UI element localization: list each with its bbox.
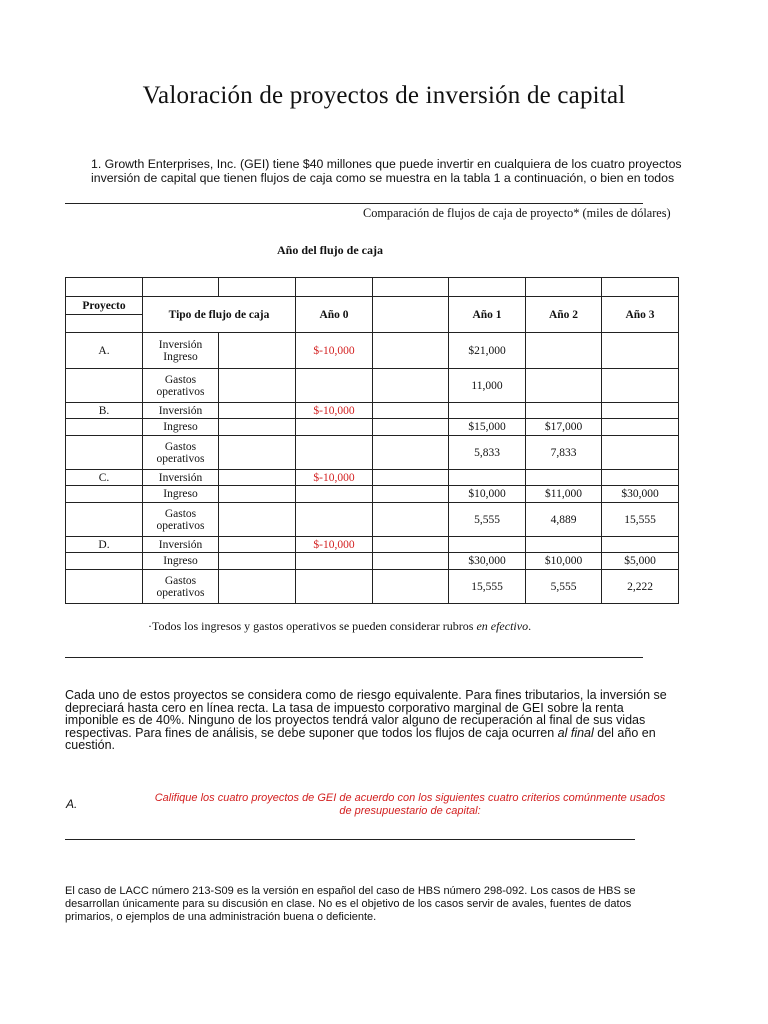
cell-blank: [373, 369, 449, 403]
cell-blank: [373, 537, 449, 553]
cell-year-3: 2,222: [602, 570, 679, 604]
cell-year-2: 5,555: [526, 570, 602, 604]
table-row: [66, 570, 679, 604]
case-note: El caso de LACC número 213-S09 es la versión en español del caso de HBS número 298-092. Los casos de HBS se desarrollan únicamente para su discusión en clase. No es el objetivo de los casos servir de avales, fuentes de datos primarios, o ejemplos de una administración buena o deficiente.: [65, 885, 636, 924]
cell-year-0: $-10,000: [296, 470, 373, 486]
cell-year-3: [602, 333, 679, 369]
cell-year-2: [526, 537, 602, 553]
cell-year-3: $30,000: [602, 486, 679, 503]
cell-blank: [219, 537, 296, 553]
cell-blank: [373, 486, 449, 503]
cell-year-0: [296, 570, 373, 604]
cell-year-1: [449, 470, 526, 486]
cell-blank: [373, 436, 449, 470]
cell-project: [66, 436, 143, 470]
cell-blank: [219, 369, 296, 403]
cell-year-2: [526, 470, 602, 486]
divider-bottom: [65, 839, 635, 840]
cell-project: [66, 419, 143, 436]
cell-year-0: $-10,000: [296, 537, 373, 553]
cell-blank: [373, 503, 449, 537]
cell-flow-type: Ingreso: [143, 553, 219, 570]
cell-blank: [219, 333, 296, 369]
cell-year-3: [602, 419, 679, 436]
assumptions-paragraph: Cada uno de estos proyectos se considera como de riesgo equivalente. Para fines tributarios, la inversión se depreciará hasta cero en línea recta. La tasa de impuesto corporativo marginal de GEI sobre la renta imponible es de 40%. Ninguno de los proyectos tendrá valor alguno de recuperación al final de sus vidas respectivas. Para fines de análisis, se debe suponer que todos los flujos de caja ocurren al final del año en cuestión.: [65, 688, 667, 753]
cell-year-0: [296, 486, 373, 503]
cell-blank: [219, 470, 296, 486]
table-row: [66, 470, 679, 486]
cell-year-2: [526, 369, 602, 403]
question-instruction: Califique los cuatro proyectos de GEI de acuerdo con los siguientes cuatro criterios comúnmente usados de presupuestario de capital:: [154, 792, 666, 817]
table-row: [66, 369, 679, 403]
cell-year-1: 11,000: [449, 369, 526, 403]
table-row: [66, 553, 679, 570]
cell-year-0: [296, 419, 373, 436]
cell-blank: [219, 403, 296, 419]
header-project: Proyecto: [66, 297, 143, 315]
cell-blank: [219, 553, 296, 570]
header-flow-type: Tipo de flujo de caja: [143, 297, 296, 333]
cell-year-2: $17,000: [526, 419, 602, 436]
header-year-3: Año 3: [602, 297, 679, 333]
divider-top: [65, 203, 643, 204]
cell-year-1: 5,555: [449, 503, 526, 537]
cash-flow-table: [65, 277, 679, 604]
cell-project: [66, 503, 143, 537]
cell-blank: [373, 553, 449, 570]
page-title: Valoración de proyectos de inversión de capital: [142, 82, 626, 109]
cell-year-1: $15,000: [449, 419, 526, 436]
question-label: A.: [66, 797, 78, 811]
cell-year-1: $30,000: [449, 553, 526, 570]
cell-flow-type: Gastos operativos: [143, 503, 219, 537]
table-row: [66, 503, 679, 537]
table-row: [66, 486, 679, 503]
cell-blank: [219, 486, 296, 503]
table-footnote: ·Todos los ingresos y gastos operativos se pueden considerar rubros en efectivo.: [148, 619, 532, 633]
cell-blank: [219, 436, 296, 470]
cell-year-0: [296, 503, 373, 537]
cell-year-2: 7,833: [526, 436, 602, 470]
cell-year-1: 15,555: [449, 570, 526, 604]
cell-year-1: $21,000: [449, 333, 526, 369]
cell-year-3: 15,555: [602, 503, 679, 537]
cell-year-3: [602, 403, 679, 419]
cell-year-0: $-10,000: [296, 333, 373, 369]
divider-middle: [65, 657, 643, 658]
cell-blank: [219, 503, 296, 537]
cell-flow-type: Inversión: [143, 403, 219, 419]
cell-year-3: [602, 537, 679, 553]
cell-year-3: [602, 369, 679, 403]
intro-paragraph: [91, 158, 768, 185]
cell-project: D.: [66, 537, 143, 553]
cell-blank: [373, 470, 449, 486]
cell-year-1: [449, 537, 526, 553]
cell-project: A.: [66, 333, 143, 369]
cell-year-2: [526, 403, 602, 419]
cell-year-2: $10,000: [526, 553, 602, 570]
cell-flow-type: Gastos operativos: [143, 369, 219, 403]
cell-blank: [373, 419, 449, 436]
cell-year-2: [526, 333, 602, 369]
cell-year-2: 4,889: [526, 503, 602, 537]
cell-blank: [219, 570, 296, 604]
table-spacer-row: [66, 278, 679, 297]
cell-year-3: $5,000: [602, 553, 679, 570]
table-row: [66, 403, 679, 419]
table-row: [66, 436, 679, 470]
table-header-row: [66, 297, 679, 315]
header-year-1: Año 1: [449, 297, 526, 333]
cell-project: [66, 553, 143, 570]
table-caption: Comparación de flujos de caja de proyecto* (miles de dólares): [363, 206, 671, 220]
cell-flow-type: Inversión: [143, 537, 219, 553]
cell-flow-type: Gastos operativos: [143, 436, 219, 470]
year-header: Año del flujo de caja: [277, 243, 383, 257]
cell-blank: [373, 333, 449, 369]
cell-flow-type: Ingreso: [143, 486, 219, 503]
cell-flow-type: Gastos operativos: [143, 570, 219, 604]
header-year-0: Año 0: [296, 297, 373, 333]
cell-year-0: [296, 553, 373, 570]
cell-project: [66, 369, 143, 403]
cell-project: [66, 486, 143, 503]
table-row: [66, 419, 679, 436]
cell-project: C.: [66, 470, 143, 486]
intro-line-2: inversión de capital que tienen flujos de caja como se muestra en la tabla 1 a continuación, o bien en todos: [91, 170, 675, 185]
table-row: [66, 537, 679, 553]
cell-flow-type: Ingreso: [143, 419, 219, 436]
header-year-2: Año 2: [526, 297, 602, 333]
cell-flow-type: Inversión: [143, 470, 219, 486]
cell-blank: [219, 419, 296, 436]
intro-line-1: 1. Growth Enterprises, Inc. (GEI) tiene $40 millones que puede invertir en cualquiera de los cuatro proyectos: [91, 158, 682, 171]
cell-year-1: 5,833: [449, 436, 526, 470]
cell-flow-type: Inversión Ingreso: [143, 333, 219, 369]
cell-year-3: [602, 436, 679, 470]
cell-blank: [373, 570, 449, 604]
table-row: [66, 333, 679, 369]
cell-year-0: $-10,000: [296, 403, 373, 419]
cell-year-1: $10,000: [449, 486, 526, 503]
cell-blank: [373, 403, 449, 419]
cell-year-0: [296, 436, 373, 470]
cell-project: [66, 570, 143, 604]
cell-year-0: [296, 369, 373, 403]
cell-year-3: [602, 470, 679, 486]
cell-project: B.: [66, 403, 143, 419]
cell-year-1: [449, 403, 526, 419]
cell-year-2: $11,000: [526, 486, 602, 503]
